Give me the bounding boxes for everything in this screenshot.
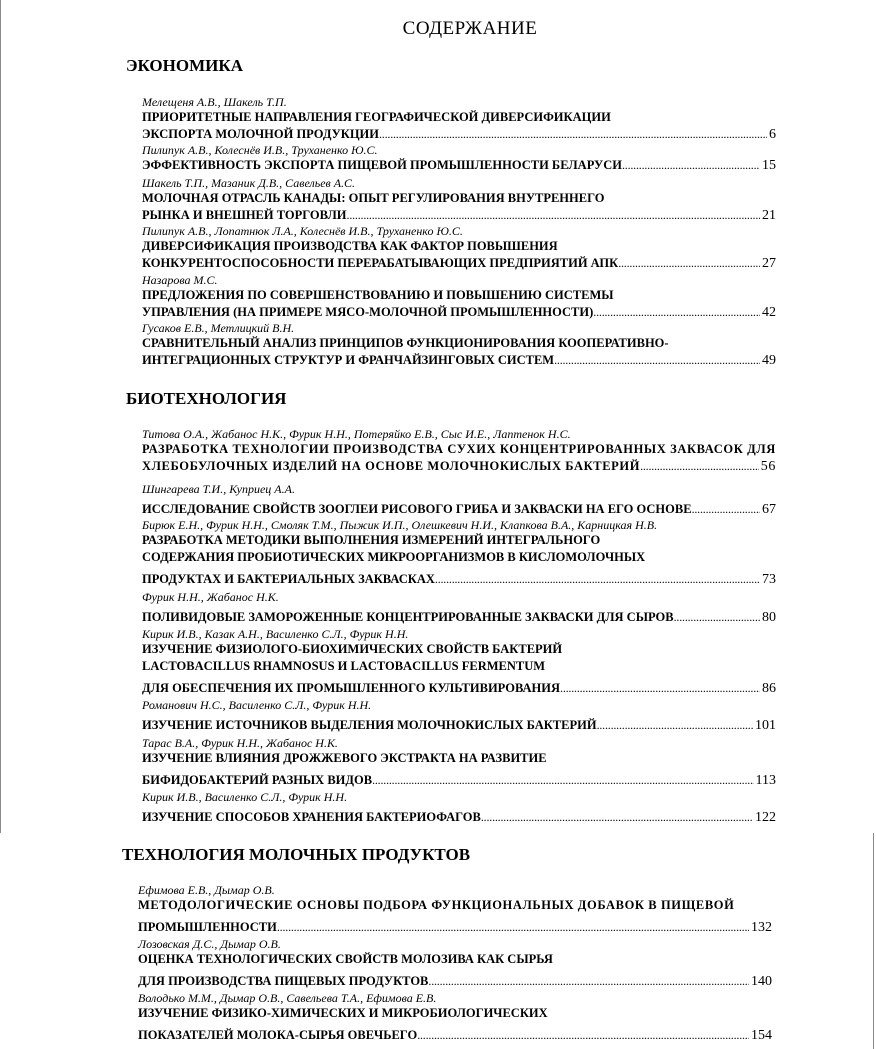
entry-authors: Шакель Т.П., Мазаник Д.В., Савельев А.С. [142,176,356,190]
entry-last-line [142,717,776,734]
entry-last-line [142,458,776,475]
entry-title-line: РАЗРАБОТКА ТЕХНОЛОГИИ ПРОИЗВОДСТВА СУХИХ КОНЦЕНТРИРОВАННЫХ ЗАКВАСОК ДЛЯ [142,442,776,456]
page-title: СОДЕРЖАНИЕ [402,18,538,39]
leader-dots [277,919,749,936]
entry-title-line: ПОКАЗАТЕЛЕЙ МОЛОКА-СЫРЬЯ ОВЕЧЬЕГО [138,1028,418,1042]
toc-entry[interactable] [142,518,776,588]
toc-entry[interactable] [142,482,776,518]
entry-page-number: 86 [762,681,776,696]
entry-authors: Лозовская Д.С., Дымар О.В. [138,937,281,951]
toc-entry[interactable] [142,790,776,826]
toc-entry[interactable] [142,698,776,734]
toc-entry[interactable] [138,937,772,990]
entry-title-line: ИЗУЧЕНИЕ ФИЗИОЛОГО-БИОХИМИЧЕСКИХ СВОЙСТВ БАКТЕРИЙ [142,642,563,656]
entry-authors: Володько М.М., Дымар О.В., Савельева Т.А., Ефимова Е.В. [138,991,437,1005]
leader-dots [554,352,760,369]
entry-authors: Пилипук А.В., Колеснёв И.В., Труханенко Ю.С. [142,143,378,157]
entry-last-line [138,973,772,990]
entry-authors: Кирик И.В., Василенко С.Л., Фурик Н.Н. [142,790,348,804]
toc-entry[interactable] [138,991,772,1044]
entry-authors: Гусаков Е.В., Метлицкий В.Н. [142,321,295,335]
toc-entry[interactable] [142,176,776,224]
leader-dots [372,772,753,789]
entry-page-number: 140 [751,974,772,989]
entry-title-line: ИЗУЧЕНИЕ СПОСОБОВ ХРАНЕНИЯ БАКТЕРИОФАГОВ [142,810,481,824]
entry-page-number: 6 [769,127,776,142]
entry-title-line: РЫНКА И ВНЕШНЕЙ ТОРГОВЛИ [142,208,347,222]
toc-entry[interactable] [142,95,776,143]
entry-title-line: ДЛЯ ПРОИЗВОДСТВА ПИЩЕВЫХ ПРОДУКТОВ [138,974,429,988]
entry-authors: Мелещеня А.В., Шакель Т.П. [142,95,287,109]
leader-dots [618,255,760,272]
leader-dots [593,304,760,321]
leader-dots [347,207,760,224]
entry-title-line: ДИВЕРСИФИКАЦИЯ ПРОИЗВОДСТВА КАК ФАКТОР ПОВЫШЕНИЯ [142,239,558,253]
entry-authors: Пилипук А.В., Лопатнюк Л.А., Колеснёв И.В., Труханенко Ю.С. [142,224,463,238]
entry-title-line: СОДЕРЖАНИЯ ПРОБИОТИЧЕСКИХ МИКРООРГАНИЗМОВ В КИСЛОМОЛОЧНЫХ [142,550,646,564]
section-heading-economics: ЭКОНОМИКА [126,56,243,75]
entry-title-line: КОНКУРЕНТОСПОСОБНОСТИ ПЕРЕРАБАТЫВАЮЩИХ ПРЕДПРИЯТИЙ АПК [142,256,619,270]
entry-title-line: ИЗУЧЕНИЕ ВЛИЯНИЯ ДРОЖЖЕВОГО ЭКСТРАКТА НА РАЗВИТИЕ [142,751,547,765]
entry-title-line: МОЛОЧНАЯ ОТРАСЛЬ КАНАДЫ: ОПЫТ РЕГУЛИРОВАНИЯ ВНУТРЕННЕГО [142,191,605,205]
entry-title-line: ПРЕДЛОЖЕНИЯ ПО СОВЕРШЕНСТВОВАНИЮ И ПОВЫШЕНИЮ СИСТЕМЫ [142,288,614,302]
entry-page-number: 113 [755,773,776,788]
entry-last-line [142,501,776,518]
entry-page-number: 67 [762,502,776,517]
entry-title-line: ПРОДУКТАХ И БАКТЕРИАЛЬНЫХ ЗАКВАСКАХ [142,572,435,586]
entry-last-line [142,680,776,697]
toc-entry[interactable] [142,321,776,369]
entry-authors: Шингарева Т.И., Куприец А.А. [142,482,295,496]
entry-title-line: ИССЛЕДОВАНИЕ СВОЙСТВ ЗООГЛЕИ РИСОВОГО ГРИБА И ЗАКВАСКИ НА ЕГО ОСНОВЕ [142,502,692,516]
entry-title-line: БИФИДОБАКТЕРИЙ РАЗНЫХ ВИДОВ [142,773,373,787]
entry-last-line [142,609,776,626]
entry-title-line: ЭФФЕКТИВНОСТЬ ЭКСПОРТА ПИЩЕВОЙ ПРОМЫШЛЕННОСТИ БЕЛАРУСИ [142,158,622,172]
entry-last-line [138,919,772,936]
entry-last-line [142,126,776,143]
entry-last-line [142,157,776,174]
leader-dots [428,973,749,990]
toc-entry[interactable] [142,590,776,626]
entry-page-number: 56 [760,459,776,474]
leader-dots [692,501,760,518]
toc-entry[interactable] [138,883,772,936]
entry-title-line: ХЛЕБОБУЛОЧНЫХ ИЗДЕЛИЙ НА ОСНОВЕ МОЛОЧНОКИСЛЫХ БАКТЕРИЙ [142,459,641,473]
toc-entry[interactable] [142,627,776,697]
entry-title-line: LACTOBACILLUS RHAMNOSUS И LACTOBACILLUS FERMENTUM [142,659,546,673]
entry-authors: Ефимова Е.В., Дымар О.В. [138,883,275,897]
toc-entry[interactable] [142,736,776,789]
entry-authors: Кирик И.В., Казак А.Н., Василенко С.Л., Фурик Н.Н. [142,627,409,641]
leader-dots [640,458,759,475]
entry-last-line [138,1027,772,1044]
entry-page-number: 101 [755,718,776,733]
section-heading-dairy-technology: ТЕХНОЛОГИЯ МОЛОЧНЫХ ПРОДУКТОВ [122,845,471,864]
entry-title-line: ОЦЕНКА ТЕХНОЛОГИЧЕСКИХ СВОЙСТВ МОЛОЗИВА КАК СЫРЬЯ [138,952,553,966]
leader-dots [560,680,760,697]
toc-entry[interactable] [142,143,776,174]
entry-page-number: 132 [751,920,772,935]
leader-dots [435,571,760,588]
leader-dots [379,126,767,143]
entry-title-line: РАЗРАБОТКА МЕТОДИКИ ВЫПОЛНЕНИЯ ИЗМЕРЕНИЙ ИНТЕГРАЛЬНОГО [142,533,601,547]
entry-authors: Бирюк Е.Н., Фурик Н.Н., Смоляк Т.М., Пыжик И.П., Олешкевич Н.И., Клапкова В.А., Карницкая Н.В. [142,518,658,532]
entry-title-line: ИНТЕГРАЦИОННЫХ СТРУКТУР И ФРАНЧАЙЗИНГОВЫХ СИСТЕМ [142,353,555,367]
entry-page-number: 15 [762,158,776,173]
entry-title-line: УПРАВЛЕНИЯ (НА ПРИМЕРЕ МЯСО-МОЛОЧНОЙ ПРОМЫШЛЕННОСТИ) [142,305,594,319]
entry-last-line [142,304,776,321]
entry-authors: Тарас В.А., Фурик Н.Н., Жабанос Н.К. [142,736,338,750]
page-edge-right [873,833,874,1049]
entry-title-line: СРАВНИТЕЛЬНЫЙ АНАЛИЗ ПРИНЦИПОВ ФУНКЦИОНИРОВАНИЯ КООПЕРАТИВНО- [142,336,669,350]
entry-page-number: 122 [755,810,776,825]
entry-title-line: ЭКСПОРТА МОЛОЧНОЙ ПРОДУКЦИИ [142,127,379,141]
entry-title-line: ДЛЯ ОБЕСПЕЧЕНИЯ ИХ ПРОМЫШЛЕННОГО КУЛЬТИВИРОВАНИЯ [142,681,561,695]
entry-last-line [142,809,776,826]
leader-dots [622,157,760,174]
entry-page-number: 49 [762,353,776,368]
entry-page-number: 27 [762,256,776,271]
entry-page-number: 42 [762,305,776,320]
toc-entry[interactable] [142,273,776,321]
section-heading-biotechnology: БИОТЕХНОЛОГИЯ [126,389,287,408]
leader-dots [674,609,760,626]
entry-title-line: МЕТОДОЛОГИЧЕСКИЕ ОСНОВЫ ПОДБОРА ФУНКЦИОНАЛЬНЫХ ДОБАВОК В ПИЩЕВОЙ [138,898,735,912]
leader-dots [481,809,753,826]
entry-title-line: ПРОМЫШЛЕННОСТИ [138,920,277,934]
entry-last-line [142,772,776,789]
entry-title-line: ПРИОРИТЕТНЫЕ НАПРАВЛЕНИЯ ГЕОГРАФИЧЕСКОЙ ДИВЕРСИФИКАЦИИ [142,110,611,124]
entry-page-number: 21 [762,208,776,223]
toc-entry[interactable] [142,427,776,475]
entry-page-number: 80 [762,610,776,625]
entry-last-line [142,207,776,224]
toc-entry[interactable] [142,224,776,272]
entry-authors: Назарова М.С. [142,273,218,287]
entry-title-line: ИЗУЧЕНИЕ ФИЗИКО-ХИМИЧЕСКИХ И МИКРОБИОЛОГИЧЕСКИХ [138,1006,548,1020]
entry-last-line [142,255,776,272]
entry-last-line [142,352,776,369]
leader-dots [417,1027,749,1044]
entry-page-number: 154 [751,1028,772,1043]
entry-page-number: 73 [762,572,776,587]
page-edge-left [0,0,1,833]
entry-authors: Титова О.А., Жабанос Н.К., Фурик Н.Н., Потеряйко Е.В., Сыс И.Е., Лаптенок Н.С. [142,427,571,441]
entry-title-line: ПОЛИВИДОВЫЕ ЗАМОРОЖЕННЫЕ КОНЦЕНТРИРОВАННЫЕ ЗАКВАСКИ ДЛЯ СЫРОВ [142,610,674,624]
entry-authors: Фурик Н.Н., Жабанос Н.К. [142,590,279,604]
leader-dots [597,717,753,734]
entry-title-line: ИЗУЧЕНИЕ ИСТОЧНИКОВ ВЫДЕЛЕНИЯ МОЛОЧНОКИСЛЫХ БАКТЕРИЙ [142,718,597,732]
entry-authors: Романович Н.С., Василенко С.Л., Фурик Н.Н. [142,698,372,712]
entry-last-line [142,571,776,588]
